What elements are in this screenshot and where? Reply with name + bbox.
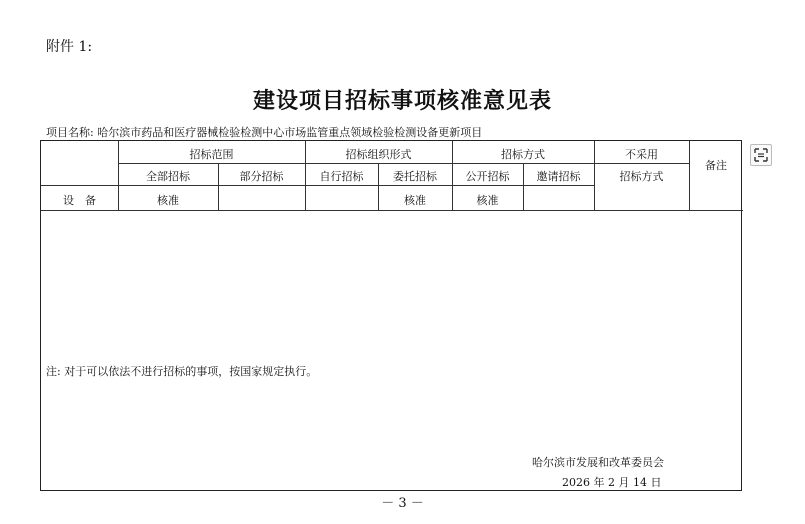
project-name: 项目名称: 哈尔滨市药品和医疗器械检验检测中心市场监管重点领域检验检测设备更新项目 — [46, 126, 483, 139]
header-organization: 招标组织形式 — [345, 148, 412, 161]
header-not-adopted-line2: 招标方式 — [619, 170, 664, 183]
subheader-self: 自行招标 — [319, 170, 364, 183]
subheader-full: 全部招标 — [146, 170, 190, 183]
cell-entrusted: 核准 — [404, 194, 426, 207]
issue-date: 2026 年 2 月 14 日 — [562, 476, 662, 489]
subheader-partial: 部分招标 — [239, 170, 284, 183]
cell-full: 核准 — [157, 194, 179, 207]
divider — [118, 163, 689, 164]
footnote: 注: 对于可以依法不进行招标的事项，按国家规定执行。 — [46, 365, 318, 378]
approval-table — [40, 140, 742, 491]
page-number: － 3 － — [381, 496, 424, 511]
cell-open: 核准 — [476, 194, 499, 207]
header-not-adopted-line1: 不采用 — [625, 148, 658, 161]
attachment-label: 附件 1: — [46, 39, 93, 55]
document-title: 建设项目招标事项核准意见表 — [252, 88, 552, 114]
divider — [41, 185, 594, 186]
row-label: 设 备 — [63, 194, 96, 207]
divider — [689, 141, 690, 210]
subheader-entrusted: 委托招标 — [393, 170, 437, 183]
frame-select-icon — [751, 145, 771, 165]
issuing-organization: 哈尔滨市发展和改革委员会 — [532, 456, 664, 469]
subheader-invited: 邀请招标 — [536, 170, 581, 183]
subheader-open: 公开招标 — [465, 170, 510, 183]
frame-select-button[interactable] — [750, 144, 772, 166]
header-scope: 招标范围 — [189, 148, 234, 161]
header-method: 招标方式 — [501, 148, 545, 161]
divider — [41, 210, 743, 211]
header-remarks: 备注 — [705, 159, 727, 172]
